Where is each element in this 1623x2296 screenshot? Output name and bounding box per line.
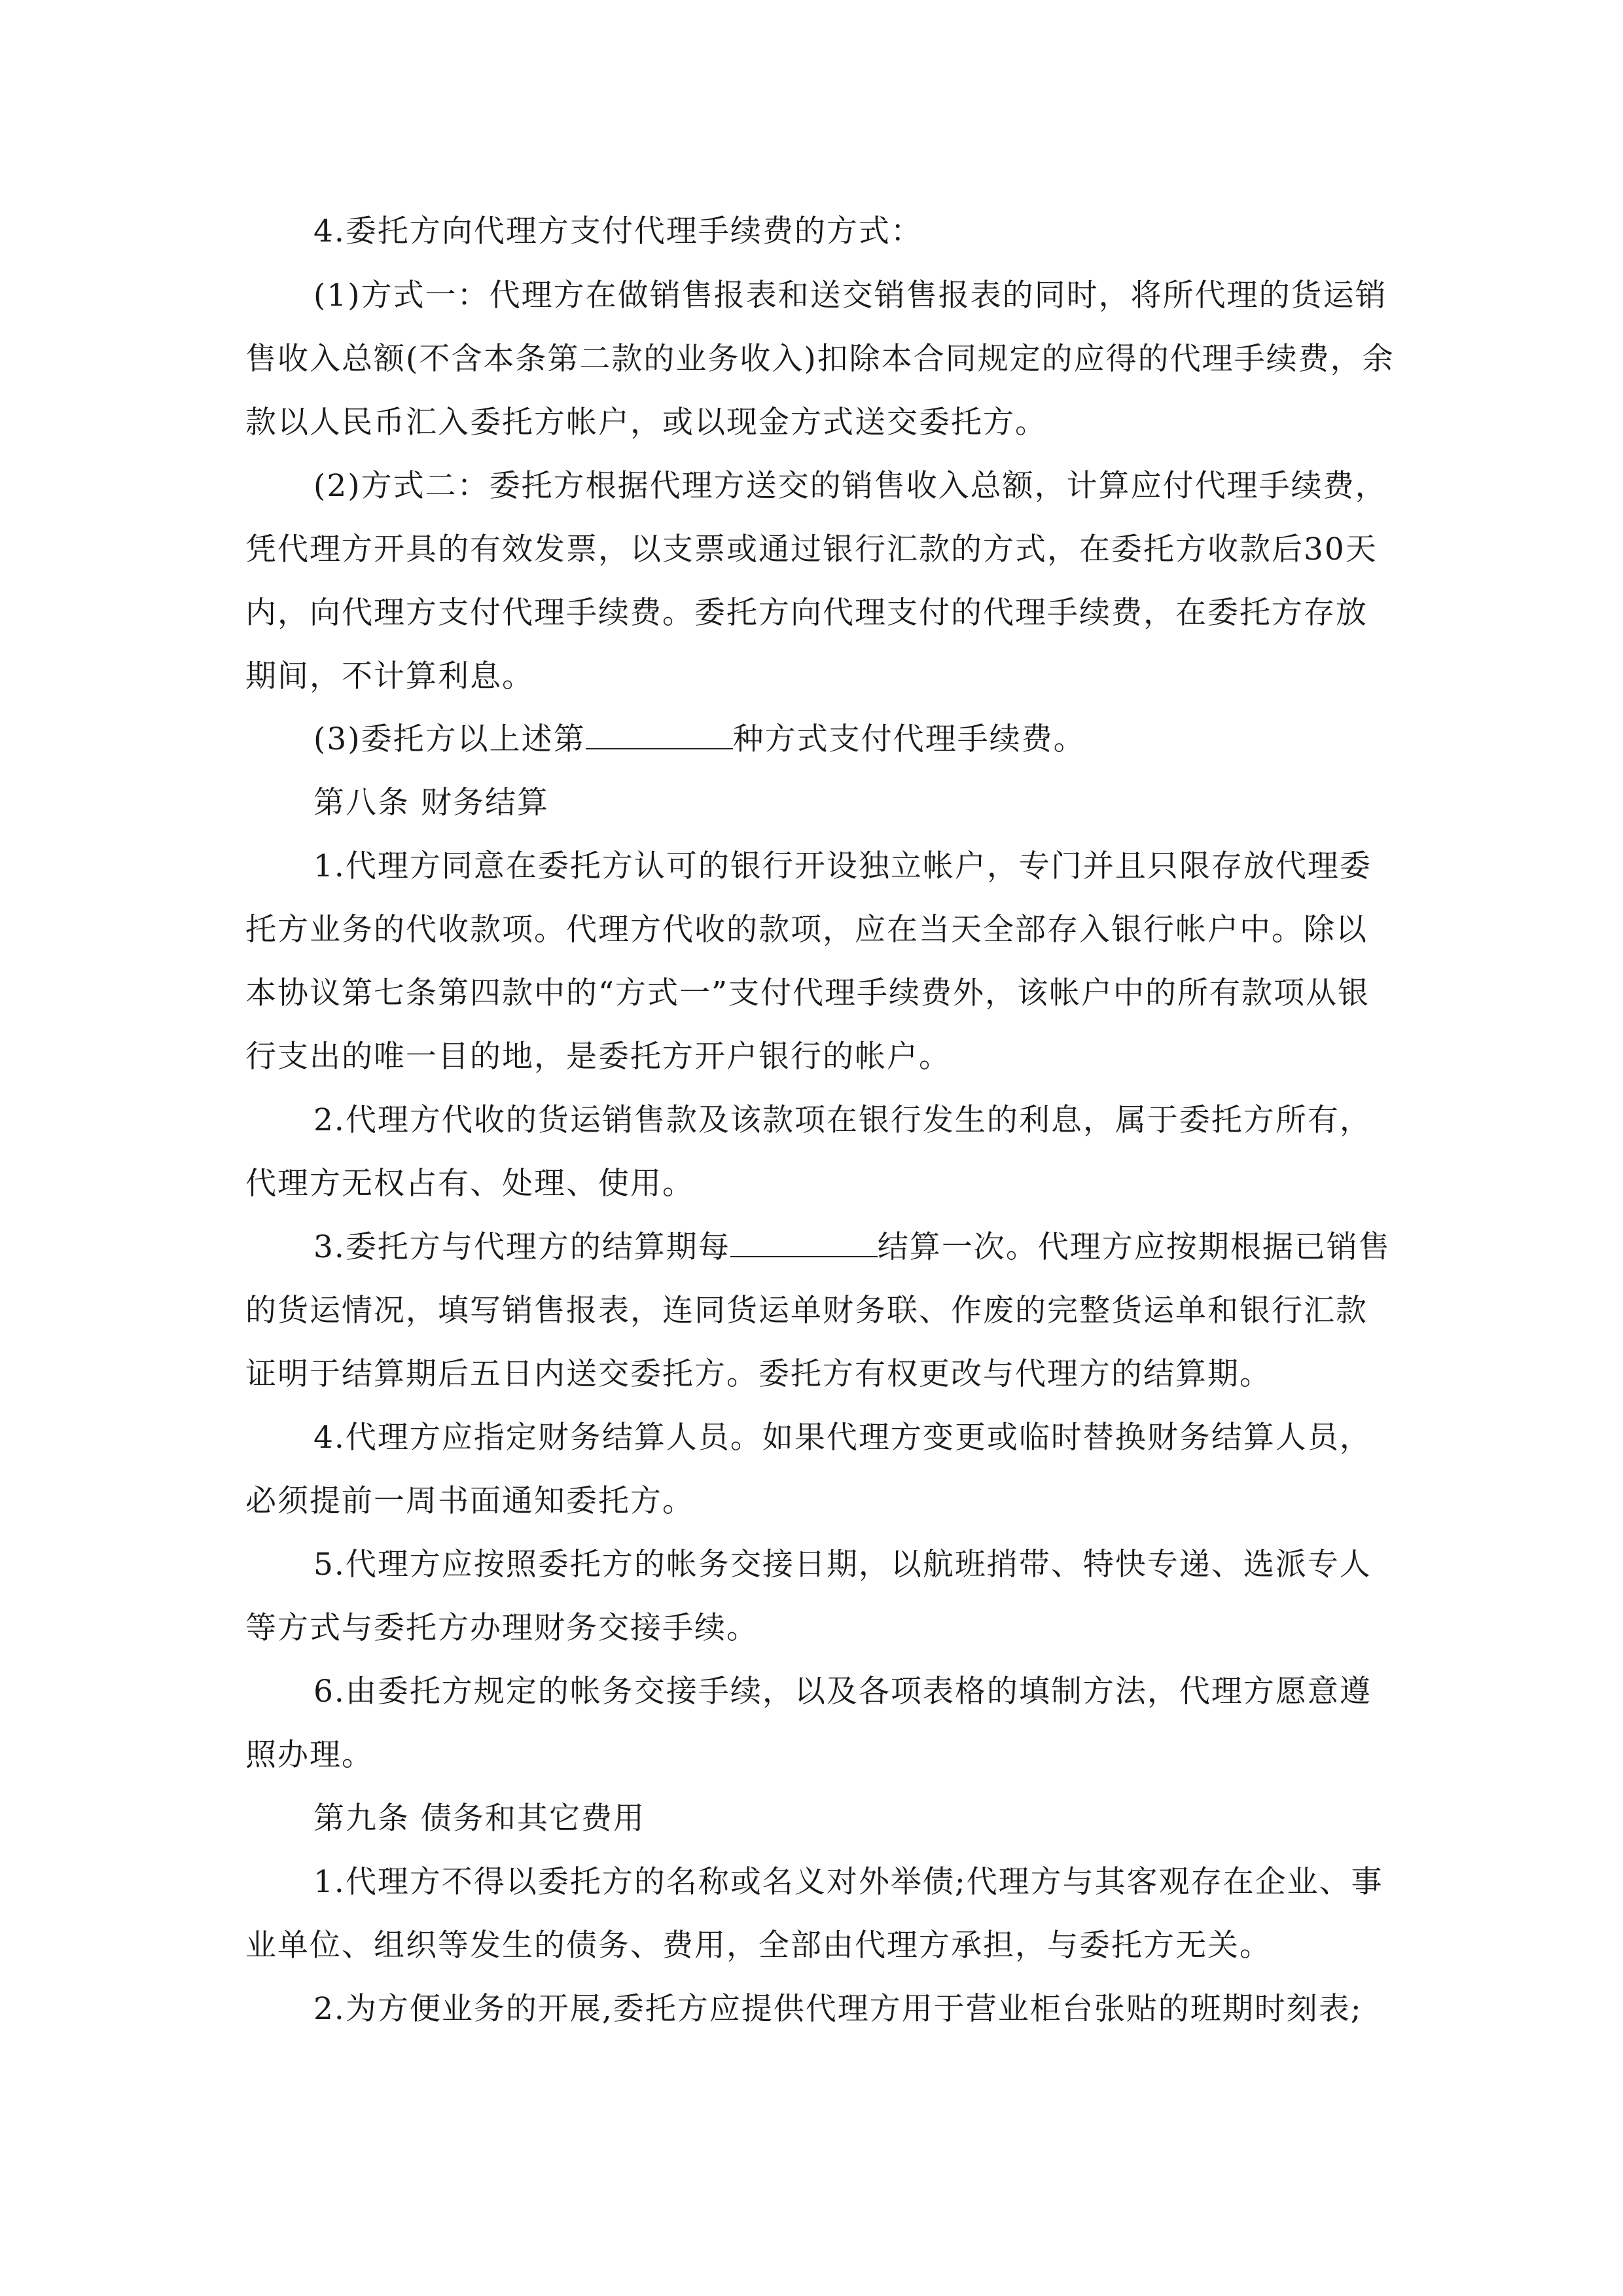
paragraph-settlement-period xyxy=(245,1215,1397,1406)
paragraph-bank-account: 1.代理方同意在委托方认可的银行开设独立帐户，专门并且只限存放代理委托方业务的代收款项。代理方代收的款项，应在当天全部存入银行帐户中。除以本协议第七条第四款中的“方式一”支付代理手续费外，该帐户中的所有款项从银行支出的唯一目的地，是委托方开户银行的帐户。 xyxy=(245,848,1372,1075)
paragraph-finance-staff: 4.代理方应指定财务结算人员。如果代理方变更或临时替换财务结算人员，必须提前一周书面通知委托方。 xyxy=(245,1420,1372,1519)
paragraph-method-two: (2)方式二：委托方根据代理方送交的销售收入总额，计算应付代理手续费，凭代理方开具的有效发票，以支票或通过银行汇款的方式，在委托方收款后30天内，向代理方支付代理手续费。委托方向代理支付的代理手续费，在委托方存放期间，不计算利息。 xyxy=(245,468,1387,694)
method-choice-blank xyxy=(586,710,733,749)
method-choice-after: 种方式支付代理手续费。 xyxy=(732,721,1086,757)
paragraph-timetable: 2.为方便业务的开展,委托方应提供代理方用于营业柜台张贴的班期时刻表; xyxy=(313,1991,1363,2027)
paragraph-payment-method: 4.委托方向代理方支付代理手续费的方式： xyxy=(313,213,923,249)
paragraph-procedures: 6.由委托方规定的帐务交接手续，以及各项表格的填制方法，代理方愿意遵照办理。 xyxy=(245,1674,1372,1773)
paragraph-sales-proceeds: 2.代理方代收的货运销售款及该款项在银行发生的利息，属于委托方所有，代理方无权占有、处理、使用。 xyxy=(245,1102,1372,1202)
heading-article-nine: 第九条 债务和其它费用 xyxy=(313,1801,645,1837)
settlement-period-blank xyxy=(730,1218,878,1257)
paragraph-debts: 1.代理方不得以委托方的名称或名义对外举债;代理方与其客观存在企业、事业单位、组织等发生的债务、费用，全部由代理方承担，与委托方无关。 xyxy=(245,1864,1383,1964)
heading-article-eight: 第八条 财务结算 xyxy=(313,785,549,821)
settlement-before: 3.委托方与代理方的结算期每 xyxy=(313,1229,730,1265)
paragraph-method-one: (1)方式一：代理方在做销售报表和送交销售报表的同时，将所代理的货运销售收入总额(不含本条第二款的业务收入)扣除本合同规定的应得的代理手续费，余款以人民币汇入委托方帐户，或以现金方式送交委托方。 xyxy=(245,278,1395,440)
paragraph-method-choice xyxy=(245,708,1397,771)
settlement-after: 结算一次。代理方应按期根据已销售的货运情况，填写销售报表，连同货运单财务联、作废的完整货运单和银行汇款证明于结算期后五日内送交委托方。委托方有权更改与代理方的结算期。 xyxy=(245,1229,1391,1392)
method-choice-before: (3)委托方以上述第 xyxy=(313,721,586,757)
paragraph-handover: 5.代理方应按照委托方的帐务交接日期，以航班捎带、特快专递、选派专人等方式与委托方办理财务交接手续。 xyxy=(245,1547,1372,1646)
